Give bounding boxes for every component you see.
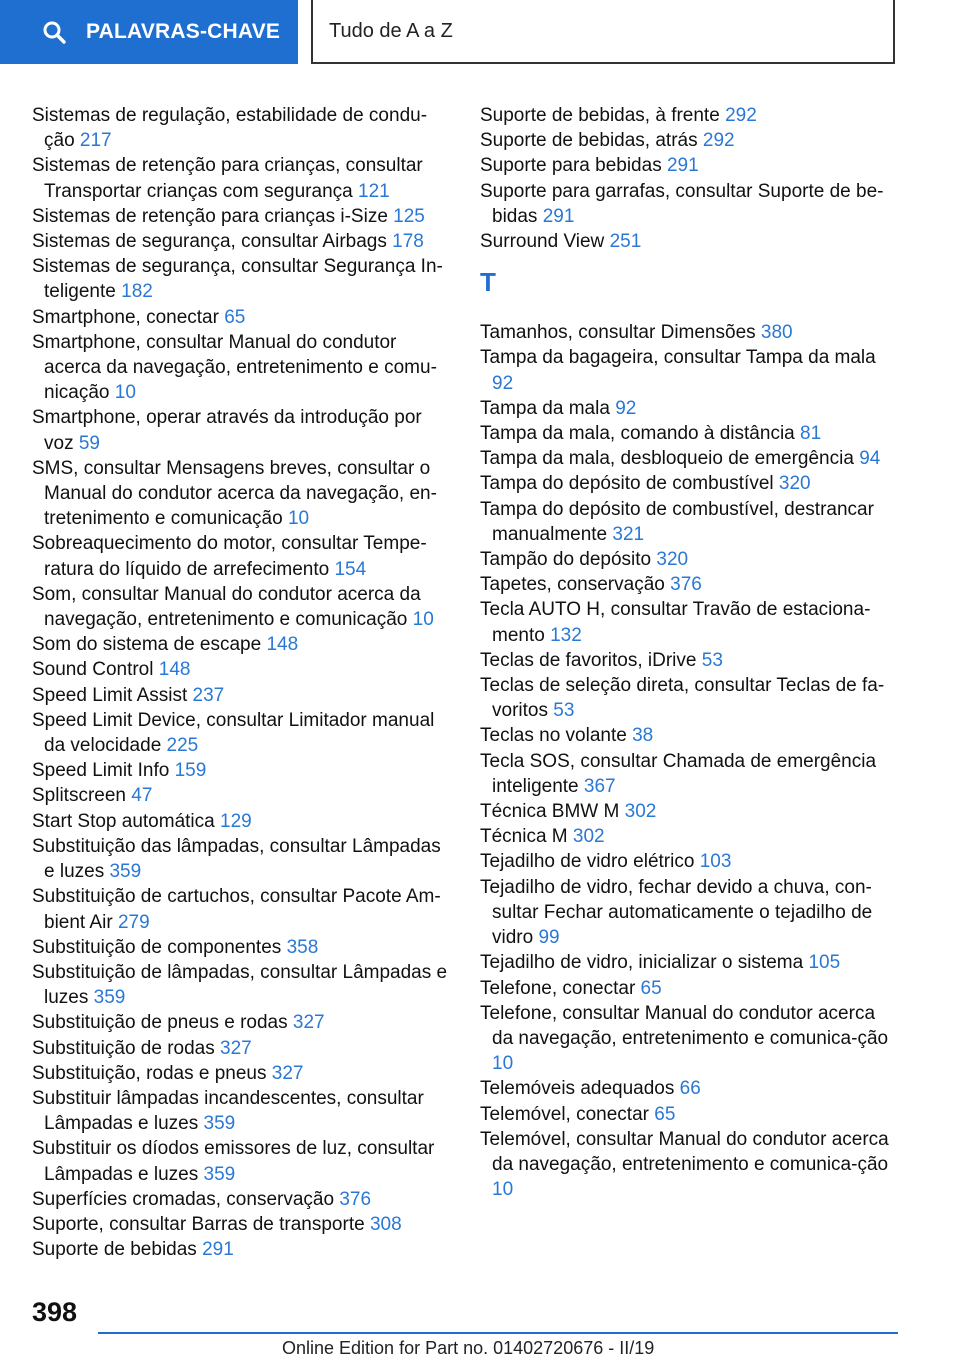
index-entry-text: Substituir os díodos emissores de luz, consultar Lâmpadas e luzes bbox=[32, 1138, 435, 1185]
index-entry-text: Tampa da bagageira, consultar Tampa da mala bbox=[480, 347, 876, 369]
index-entry bbox=[32, 758, 452, 783]
index-entry bbox=[480, 648, 900, 673]
page-reference-link[interactable]: 125 bbox=[393, 205, 425, 227]
index-entry-text: Sistemas de segurança, consultar Segurança In-teligente bbox=[32, 256, 443, 303]
index-entry bbox=[32, 1237, 452, 1262]
page-reference-link[interactable]: 154 bbox=[334, 558, 367, 580]
page-reference-link[interactable]: 302 bbox=[572, 826, 605, 848]
index-entry bbox=[480, 950, 900, 975]
index-entry bbox=[480, 749, 900, 799]
index-entry bbox=[480, 976, 900, 1001]
index-entry-text: Tampa da mala bbox=[480, 397, 610, 419]
page-reference-link[interactable]: 358 bbox=[286, 936, 319, 958]
index-entry bbox=[480, 421, 900, 446]
index-entry bbox=[480, 875, 900, 951]
page-reference-link[interactable]: 94 bbox=[859, 448, 881, 470]
index-entry bbox=[32, 1036, 452, 1061]
index-entry-text: Suporte para garrafas, consultar Suporte de be-bidas bbox=[480, 180, 884, 227]
index-entry-text: Substituição das lâmpadas, consultar Lâmpadas e luzes bbox=[32, 835, 441, 883]
page-reference-link[interactable]: 380 bbox=[760, 322, 793, 344]
index-entry-text: Telemóvel, conectar bbox=[480, 1103, 649, 1125]
page-reference-link[interactable]: 327 bbox=[220, 1037, 252, 1059]
index-column-left bbox=[32, 103, 452, 1262]
index-entry-text: Telemóveis adequados bbox=[480, 1078, 675, 1100]
page-reference-link[interactable]: 10 bbox=[412, 609, 434, 631]
index-entry-text: Telefone, conectar bbox=[480, 977, 636, 999]
page-reference-link[interactable]: 359 bbox=[109, 861, 142, 883]
index-entry-text: Substituição de componentes bbox=[32, 936, 282, 958]
index-column-right bbox=[480, 103, 900, 1202]
index-entry bbox=[480, 1127, 900, 1203]
index-entry bbox=[32, 935, 452, 960]
index-entry-text: Smartphone, conectar bbox=[32, 306, 219, 328]
page-number: 398 bbox=[32, 1297, 78, 1327]
page-reference-link[interactable]: 182 bbox=[121, 281, 153, 303]
index-entry bbox=[32, 254, 452, 304]
index-entry bbox=[480, 547, 900, 572]
index-entry-text: Teclas de seleção direta, consultar Teclas de fa-voritos bbox=[480, 675, 885, 722]
index-entry-text: Substituição de lâmpadas, consultar Lâmpadas e luzes bbox=[32, 961, 448, 1009]
index-entry-text: Som do sistema de escape bbox=[32, 634, 262, 656]
index-entry-text: Técnica M bbox=[480, 826, 568, 848]
index-entry-text: Telefone, consultar Manual do condutor acerca da navegação, entretenimento e comunica-ção bbox=[480, 1002, 889, 1049]
page-reference-link[interactable]: 59 bbox=[78, 432, 100, 454]
index-entry-text: Substituição, rodas e pneus bbox=[32, 1062, 267, 1084]
index-entry-text: Som, consultar Manual do condutor acerca da navegação, entretenimento e comunicação bbox=[32, 583, 421, 631]
index-entry bbox=[32, 531, 452, 581]
index-entry-text: Tecla AUTO H, consultar Travão de estaciona-mento bbox=[480, 599, 871, 646]
index-entry bbox=[480, 1076, 900, 1101]
page-reference-link[interactable]: 66 bbox=[679, 1078, 701, 1100]
footer-edition-text: Online Edition for Part no. 01402720676 - II/19 bbox=[282, 1338, 655, 1358]
index-entry-text: Sistemas de segurança, consultar Airbags bbox=[32, 231, 387, 253]
index-entry-text: Substituir lâmpadas incandescentes, consultar Lâmpadas e luzes bbox=[32, 1087, 424, 1135]
index-entry-text: Sistemas de retenção para crianças i-Size bbox=[32, 205, 388, 227]
index-entry bbox=[480, 103, 900, 128]
index-entry bbox=[480, 128, 900, 153]
index-entry bbox=[32, 834, 452, 884]
page-reference-link[interactable]: 251 bbox=[609, 231, 642, 253]
page-reference-link[interactable]: 92 bbox=[492, 372, 514, 394]
index-entry bbox=[480, 1001, 900, 1077]
index-entry bbox=[32, 657, 452, 682]
index-entry bbox=[32, 783, 452, 808]
index-entry-text: Sistemas de regulação, estabilidade de condu-ção bbox=[32, 105, 428, 152]
index-entry bbox=[32, 153, 452, 203]
page-reference-link[interactable]: 121 bbox=[358, 180, 390, 202]
index-entry bbox=[480, 153, 900, 178]
index-entry-text: Substituição de pneus e rodas bbox=[32, 1012, 288, 1034]
index-entry bbox=[480, 597, 900, 647]
page-reference-link[interactable]: 302 bbox=[624, 801, 657, 823]
index-entry bbox=[32, 884, 452, 934]
index-entry-text: Suporte de bebidas, à frente bbox=[480, 105, 720, 126]
index-entry-text: Tampa do depósito de combustível, destrancar manualmente bbox=[480, 498, 874, 545]
page-reference-link[interactable]: 320 bbox=[778, 473, 811, 495]
index-entry-text: Sobreaquecimento do motor, consultar Tempe-ratura do líquido de arrefecimento bbox=[32, 533, 427, 580]
index-entry-text: Tampa da mala, comando à distância bbox=[480, 423, 795, 445]
page-reference-link[interactable]: 291 bbox=[542, 205, 575, 227]
header-bar bbox=[0, 0, 960, 66]
page-reference-link[interactable]: 65 bbox=[640, 977, 662, 999]
page-reference-link[interactable]: 359 bbox=[203, 1113, 236, 1135]
index-entry bbox=[32, 1212, 452, 1237]
index-entry-text: Splitscreen bbox=[32, 785, 126, 807]
index-entry-text: Speed Limit Device, consultar Limitador manual da velocidade bbox=[32, 709, 435, 757]
page-reference-link[interactable]: 291 bbox=[666, 155, 699, 177]
keywords-tab[interactable] bbox=[0, 0, 298, 64]
index-entry bbox=[480, 179, 900, 229]
index-entry-text: Suporte para bebidas bbox=[480, 155, 662, 177]
index-entry-text: Telemóvel, consultar Manual do condutor acerca da navegação, entretenimento e comunica-ção bbox=[480, 1128, 889, 1175]
page-reference-link[interactable]: 367 bbox=[583, 775, 616, 797]
page-reference-link[interactable]: 10 bbox=[114, 382, 136, 404]
page-reference-link[interactable]: 129 bbox=[220, 810, 252, 832]
index-entry bbox=[32, 204, 452, 229]
index-entry bbox=[32, 1086, 452, 1136]
page-reference-link[interactable]: 10 bbox=[492, 1179, 514, 1201]
index-entry bbox=[32, 229, 452, 254]
index-entry-text: Suporte de bebidas bbox=[32, 1239, 197, 1261]
index-entry-text: Tampa da mala, desbloqueio de emergência bbox=[480, 448, 854, 470]
page-reference-link[interactable]: 217 bbox=[79, 130, 112, 152]
page-reference-link[interactable]: 320 bbox=[656, 549, 689, 571]
index-entry-text: Sound Control bbox=[32, 659, 154, 681]
keywords-tab-label: PALAVRAS-CHAVE bbox=[86, 20, 281, 43]
index-entry-text: Tampa do depósito de combustível bbox=[480, 473, 774, 495]
index-entry-text: Suporte de bebidas, atrás bbox=[480, 130, 698, 152]
index-entry bbox=[32, 456, 452, 532]
index-entry-text: Smartphone, operar através da introdução por voz bbox=[32, 407, 422, 454]
index-entry bbox=[480, 229, 900, 254]
page-reference-link[interactable]: 103 bbox=[699, 851, 732, 873]
index-entry bbox=[32, 683, 452, 708]
index-entry-text: Tejadilho de vidro elétrico bbox=[480, 851, 695, 873]
index-entry bbox=[32, 960, 452, 1010]
index-entry bbox=[32, 103, 452, 153]
page-reference-link[interactable]: 81 bbox=[800, 423, 822, 445]
index-entry-text: Tapetes, conservação bbox=[480, 574, 665, 596]
page-reference-link[interactable]: 359 bbox=[203, 1163, 236, 1185]
index-entry bbox=[480, 849, 900, 874]
page-reference-link[interactable]: 92 bbox=[615, 397, 637, 419]
page-reference-link[interactable]: 105 bbox=[808, 952, 841, 974]
page-reference-link[interactable]: 10 bbox=[287, 508, 310, 530]
page-reference-link[interactable]: 327 bbox=[271, 1062, 304, 1084]
page-reference-link[interactable]: 308 bbox=[369, 1213, 402, 1235]
index-entry bbox=[32, 1187, 452, 1212]
index-entry-text: Tamanhos, consultar Dimensões bbox=[480, 322, 756, 344]
index-entry bbox=[480, 396, 900, 421]
index-entry-text: SMS, consultar Mensagens breves, consultar o Manual do condutor acerca da navegação, en-tretenimento e comunicação bbox=[32, 457, 437, 530]
index-entry-text: Suporte, consultar Barras de transporte bbox=[32, 1213, 365, 1235]
a-to-z-tab-label: Tudo de A a Z bbox=[329, 19, 453, 42]
page-reference-link[interactable]: 99 bbox=[538, 927, 560, 949]
footer-divider bbox=[98, 1332, 898, 1334]
page-reference-link[interactable]: 359 bbox=[93, 987, 126, 1009]
index-entry bbox=[480, 824, 900, 849]
page-reference-link[interactable]: 47 bbox=[131, 785, 153, 807]
page-reference-link[interactable]: 148 bbox=[158, 659, 191, 681]
index-group-s-continued bbox=[480, 103, 900, 254]
page-reference-link[interactable]: 291 bbox=[202, 1239, 234, 1261]
page-reference-link[interactable]: 148 bbox=[266, 634, 299, 656]
index-entry bbox=[480, 673, 900, 723]
index-entry bbox=[480, 320, 900, 345]
page-reference-link[interactable]: 53 bbox=[701, 649, 723, 671]
page-reference-link[interactable]: 10 bbox=[492, 1053, 514, 1075]
index-entry bbox=[32, 1061, 452, 1086]
section-letter-t: T bbox=[480, 267, 496, 298]
index-entry bbox=[32, 330, 452, 406]
index-entry-text: Smartphone, consultar Manual do condutor acerca da navegação, entretenimento e comu-nicação bbox=[32, 331, 437, 404]
page-reference-link[interactable]: 159 bbox=[174, 760, 207, 782]
page-reference-link[interactable]: 237 bbox=[192, 684, 225, 706]
page-reference-link[interactable]: 132 bbox=[550, 624, 582, 646]
page-reference-link[interactable]: 65 bbox=[224, 306, 246, 328]
index-entry-text: Substituição de rodas bbox=[32, 1037, 215, 1059]
page-reference-link[interactable]: 53 bbox=[553, 700, 575, 722]
index-entry bbox=[32, 632, 452, 657]
page-reference-link[interactable]: 292 bbox=[702, 130, 735, 152]
index-entry-text: Surround View bbox=[480, 231, 605, 253]
index-entry-text: Tejadilho de vidro, fechar devido a chuva, con-sultar Fechar automaticamente o tejadilho de vidro bbox=[480, 876, 873, 949]
index-entry-text: Speed Limit Info bbox=[32, 760, 170, 782]
page-reference-link[interactable]: 178 bbox=[392, 231, 424, 253]
index-entry-text: Substituição de cartuchos, consultar Pacote Am-bient Air bbox=[32, 886, 441, 933]
index-entry bbox=[480, 1102, 900, 1127]
index-entry-text: Teclas no volante bbox=[480, 725, 627, 747]
index-entry bbox=[480, 471, 900, 496]
index-entry-text: Tejadilho de vidro, inicializar o sistema bbox=[480, 952, 804, 974]
search-icon bbox=[42, 20, 66, 44]
index-entry-text: Sistemas de retenção para crianças, consultar Transportar crianças com segurança bbox=[32, 155, 423, 202]
index-group-t bbox=[480, 320, 900, 1202]
index-entry-text: Teclas de favoritos, iDrive bbox=[480, 649, 697, 671]
page-reference-link[interactable]: 279 bbox=[117, 911, 150, 933]
index-entry bbox=[32, 708, 452, 758]
index-entry bbox=[32, 405, 452, 455]
index-entry-text: Tampão do depósito bbox=[480, 549, 652, 571]
index-entry bbox=[480, 723, 900, 748]
index-entry bbox=[32, 809, 452, 834]
index-entry-text: Start Stop automática bbox=[32, 810, 215, 832]
index-entry bbox=[480, 572, 900, 597]
page-reference-link[interactable]: 321 bbox=[612, 523, 645, 545]
index-entry bbox=[480, 446, 900, 471]
index-entry bbox=[480, 497, 900, 547]
index-entry bbox=[32, 582, 452, 632]
index-entry bbox=[480, 799, 900, 824]
page-reference-link[interactable]: 225 bbox=[166, 735, 199, 757]
page-reference-link[interactable]: 376 bbox=[339, 1188, 372, 1210]
page-reference-link[interactable]: 292 bbox=[725, 105, 757, 126]
page-reference-link[interactable]: 327 bbox=[292, 1012, 325, 1034]
page-reference-link[interactable]: 38 bbox=[632, 725, 654, 747]
index-entry bbox=[32, 305, 452, 330]
a-to-z-tab[interactable] bbox=[311, 0, 895, 64]
index-entry bbox=[32, 1010, 452, 1035]
index-entry bbox=[32, 1136, 452, 1186]
page-reference-link[interactable]: 376 bbox=[670, 574, 702, 596]
index-entry-text: Speed Limit Assist bbox=[32, 684, 188, 706]
index-entry-text: Técnica BMW M bbox=[480, 801, 620, 823]
index-entry-text: Superfícies cromadas, conservação bbox=[32, 1188, 335, 1210]
page-reference-link[interactable]: 65 bbox=[654, 1103, 676, 1125]
index-entry bbox=[480, 345, 900, 395]
index-entry-text: Tecla SOS, consultar Chamada de emergência inteligente bbox=[480, 750, 877, 797]
